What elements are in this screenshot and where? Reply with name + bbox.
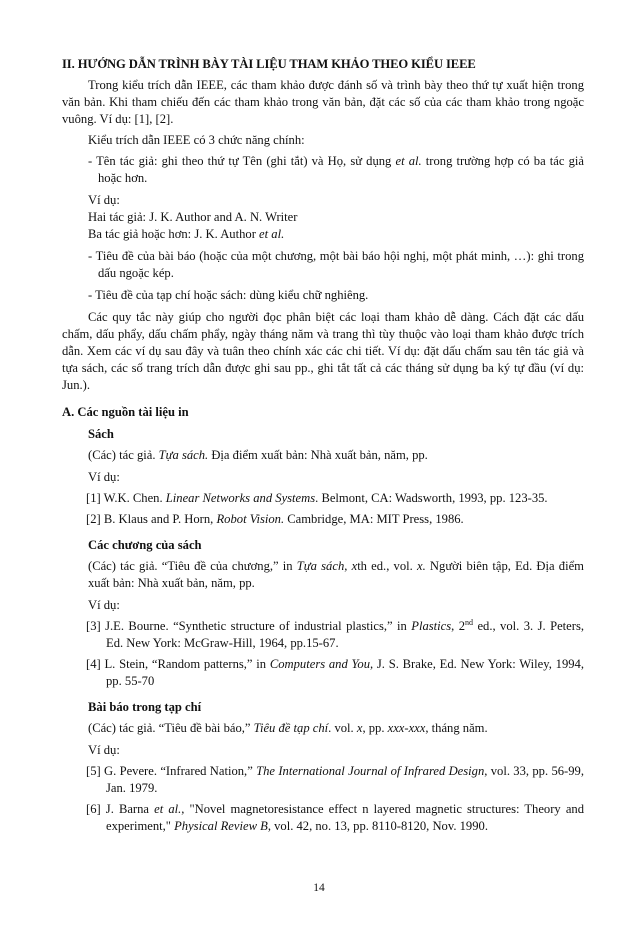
example-label: Ví dụ:	[88, 193, 120, 207]
function-item-journal-title: - Tiêu đề của tạp chí hoặc sách: dùng kiểu chữ nghiêng.	[88, 288, 369, 302]
example-label: Ví dụ:	[88, 470, 120, 484]
example-three-authors: Ba tác giả hoặc hơn: J. K. Author et al.	[88, 227, 285, 241]
reference-6: [6] J. Barna et al., "Novel magnetoresistance effect n layered magnetic structures: Theory and experiment," Physical Review B, vol. 42, no. 13, pp. 8110-8120, Nov. 1990.	[86, 802, 585, 833]
journals-heading: Bài báo trong tạp chí	[88, 700, 202, 714]
journals-format: (Các) tác giả. “Tiêu đề bài báo,” Tiêu đề tạp chí. vol. x, pp. xxx-xxx, tháng năm.	[88, 721, 488, 735]
chapters-heading: Các chương của sách	[88, 538, 202, 552]
intro-paragraph: Trong kiểu trích dẫn IEEE, các tham khảo được đánh số và trình bày theo thứ tự xuất hiện trong văn bản. Khi tham chiếu đến các tham khảo trong văn bản, đặt các số của các tham khảo trong ngoặc vuông. Ví dụ: [1], [2].	[62, 78, 584, 126]
reference-3: [3] J.E. Bourne. “Synthetic structure of industrial plastics,” in Plastics, 2nd ed., vol. 3. J. Peters, Ed. New York: McGraw-Hill, 1964, pp.15-67.	[86, 617, 584, 650]
rules-paragraph: Các quy tắc này giúp cho người đọc phân biệt các loại tham khảo dễ dàng. Cách đặt các dấu chấm, dấu phẩy, dấu chấm phẩy, ngày tháng năm và trang thì tùy thuộc vào loại tham khảo được trích dẫn. Xem các ví dụ sau đây và tuân theo chính xác các chi tiết. Ví dụ: đặt dấu chấm sau tên tác giả và tựa sách, các số trang trích dẫn được ghi sau pp., ghi tắt tất cả các tháng sử dụng ba ký tự đầu (ví dụ: Jun.).	[62, 310, 584, 392]
example-label: Ví dụ:	[88, 743, 120, 757]
reference-4: [4] L. Stein, “Random patterns,” in Computers and You, J. S. Brake, Ed. New York: Wiley, 1994, pp. 55-70	[86, 657, 584, 688]
chapters-format: (Các) tác giả. “Tiêu đề của chương,” in Tựa sách, xth ed., vol. x. Người biên tập, Ed. Địa điểm xuất bản: Nhà xuất bản, năm, pp.	[88, 559, 584, 590]
functions-intro: Kiểu trích dẫn IEEE có 3 chức năng chính:	[88, 133, 305, 147]
function-item-article-title: - Tiêu đề của bài báo (hoặc của một chương, một bài báo hội nghị, một phát minh, …): ghi trong dấu ngoặc kép.	[88, 249, 584, 280]
function-item-authors: - Tên tác giả: ghi theo thứ tự Tên (ghi tắt) và Họ, sử dụng et al. trong trường hợp có ba tác giả hoặc hơn.	[88, 154, 584, 185]
books-format: (Các) tác giả. Tựa sách. Địa điểm xuất bản: Nhà xuất bản, năm, pp.	[88, 448, 428, 462]
page-number: 14	[313, 882, 325, 894]
books-heading: Sách	[88, 427, 114, 441]
reference-2: [2] B. Klaus and P. Horn, Robot Vision. Cambridge, MA: MIT Press, 1986.	[86, 512, 464, 526]
example-label: Ví dụ:	[88, 598, 120, 612]
section-a-heading: A. Các nguồn tài liệu in	[62, 405, 189, 419]
reference-5: [5] G. Pevere. “Infrared Nation,” The International Journal of Infrared Design, vol. 33, pp. 56-99, Jan. 1979.	[86, 764, 584, 795]
section-heading: II. HƯỚNG DẪN TRÌNH BÀY TÀI LIỆU THAM KHẢO THEO KIỂU IEEE	[62, 57, 476, 71]
example-two-authors: Hai tác giả: J. K. Author and A. N. Writer	[88, 210, 298, 224]
reference-1: [1] W.K. Chen. Linear Networks and Systems. Belmont, CA: Wadsworth, 1993, pp. 123-35.	[86, 491, 548, 505]
document-page	[62, 56, 584, 835]
